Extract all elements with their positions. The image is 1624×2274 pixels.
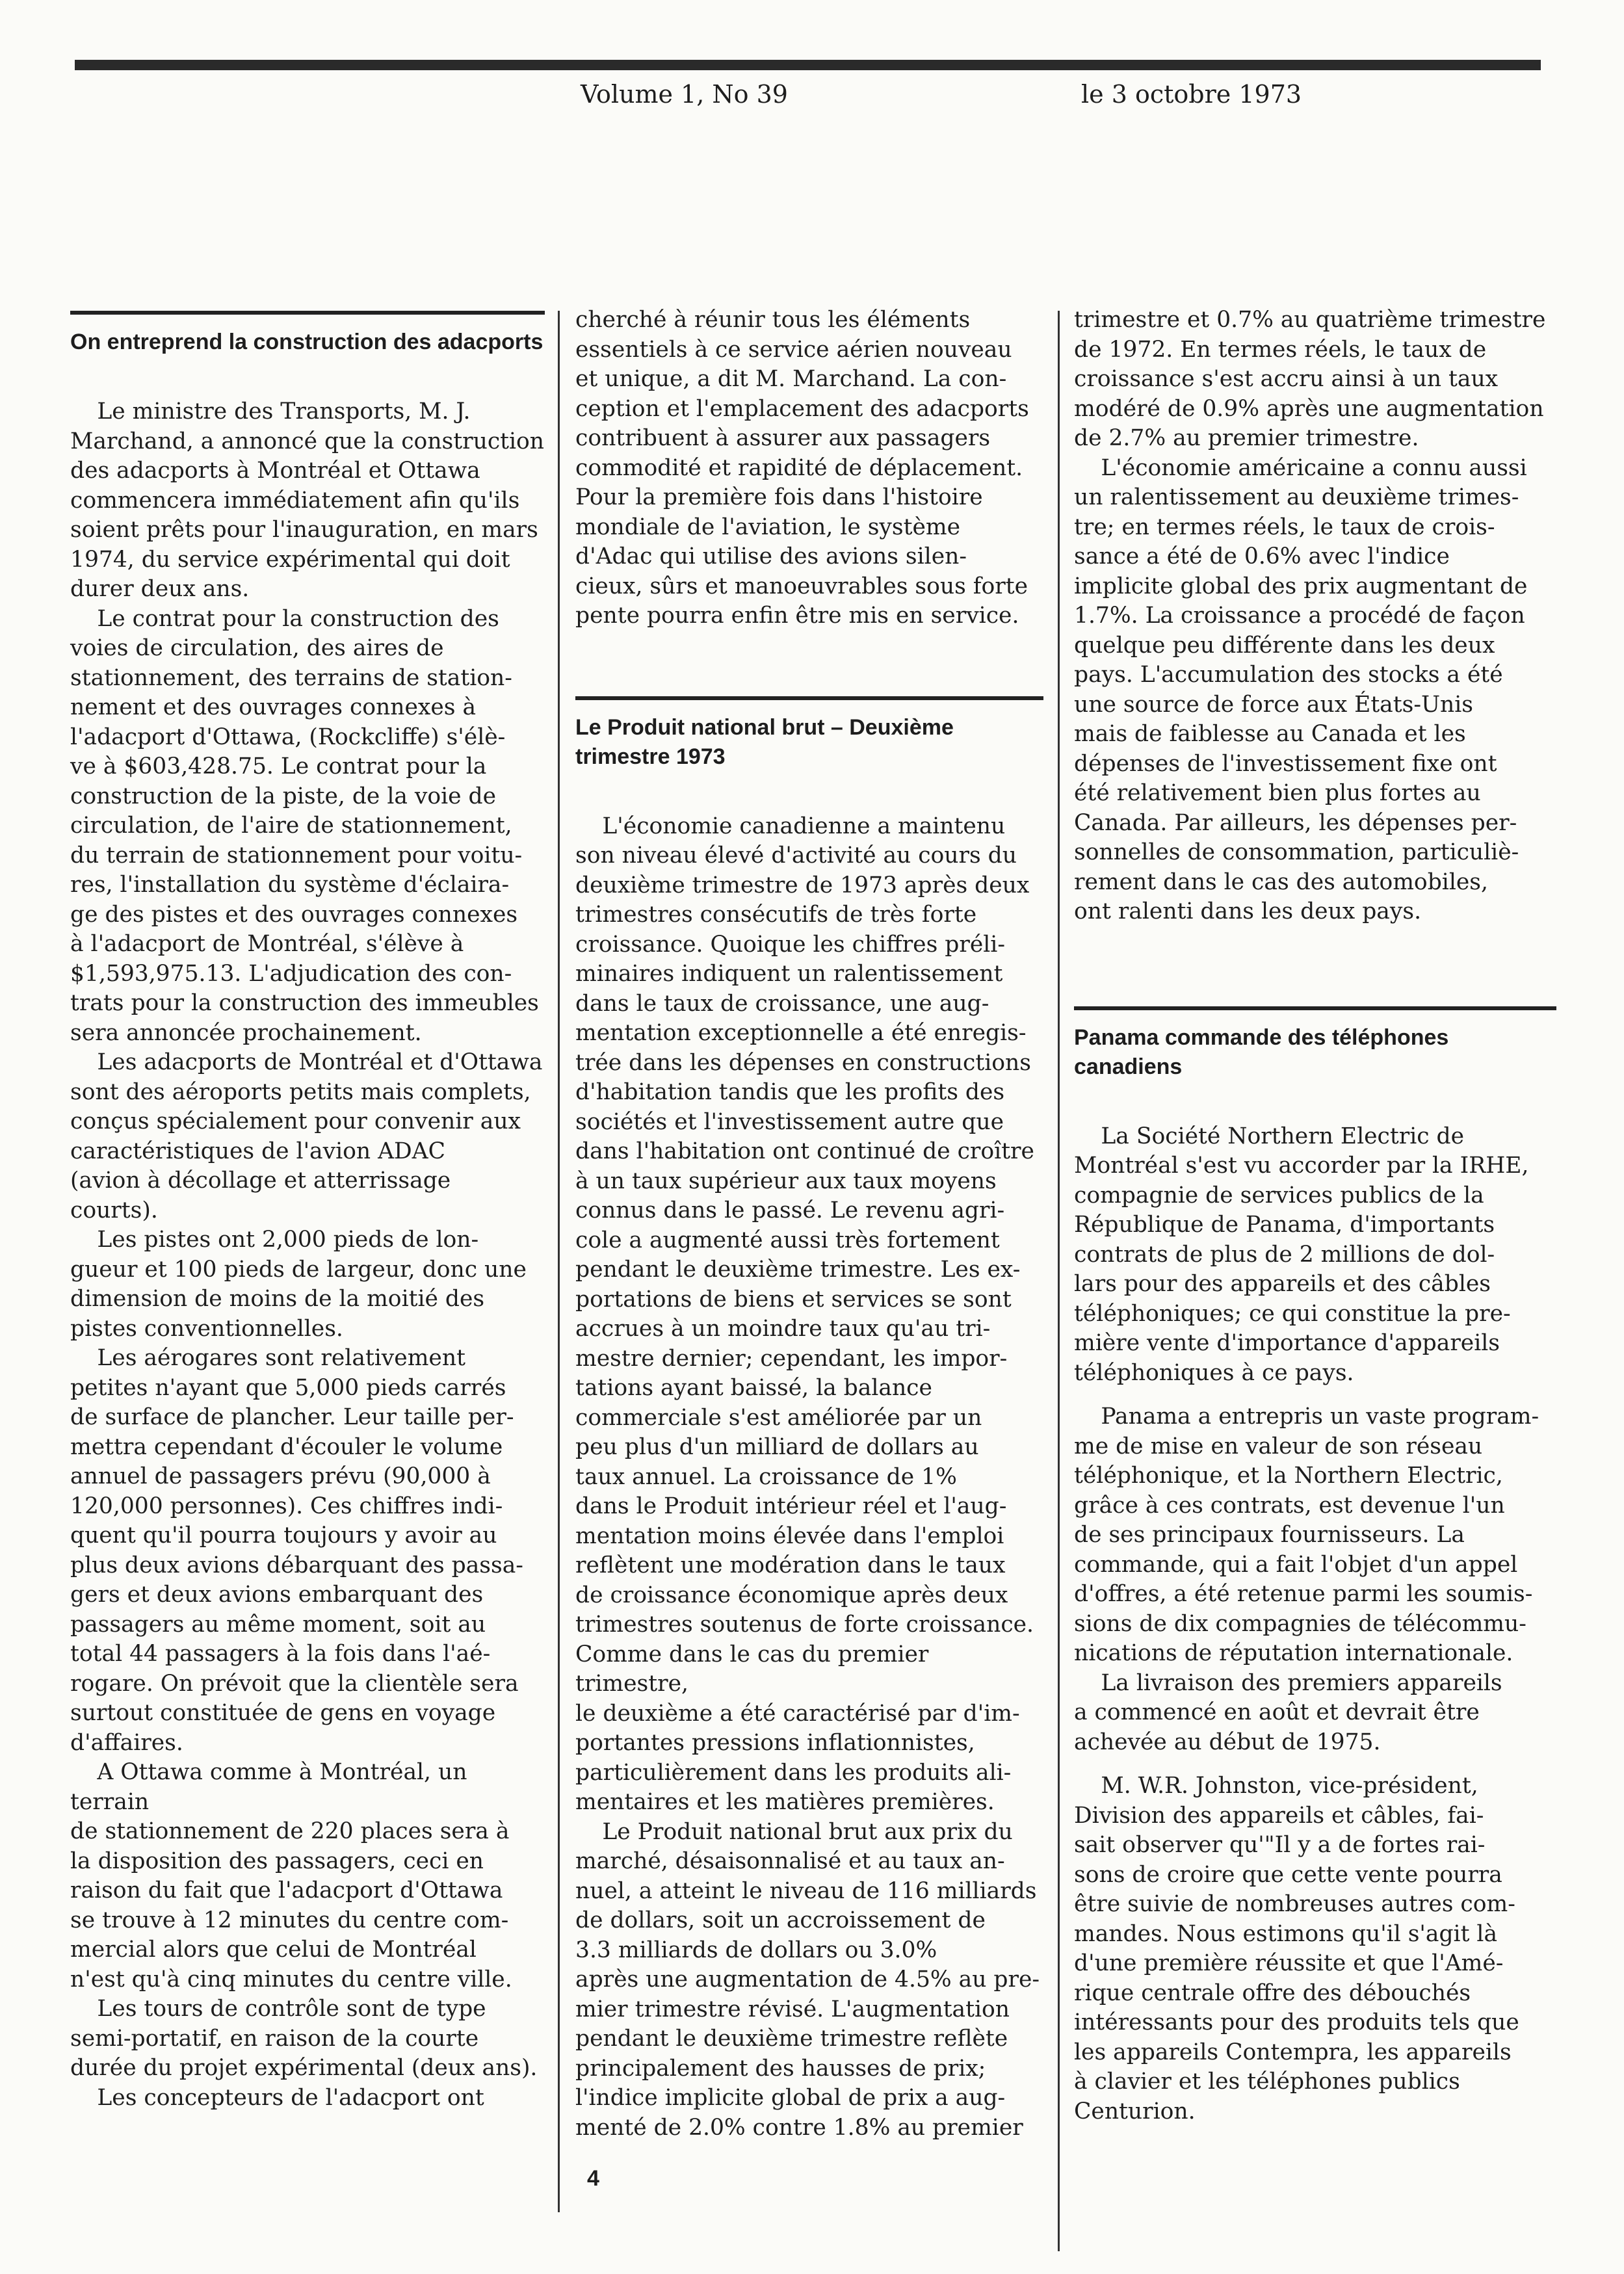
paragraph-continuation: cherché à réunir tous les éléments essentiels à ce service aérien nouveau et unique, a dit M. Marchand. La con- ception et l'emplacement des adacports contribuent à assurer aux passagers commodité et rapidité de déplacement. Pour la première fois dans l'histoire mondiale de l'aviation, le système d'Adac qui utilise des avions silen- cieux, sûrs et manoeuvrables sous forte pente pourra enfin être mis en service. [575,307,1029,629]
paragraph: La livraison des premiers appareils a commencé en août et devrait être achevée au début de 1975. [1074,1669,1502,1755]
article-title-panama: Panama commande des téléphones canadiens [1074,1025,1449,1079]
article-title-adacports: On entreprend la construction des adacports [70,330,544,354]
paragraph: A Ottawa comme à Montréal, un terrain de stationnement de 220 places sera à la disposition des passagers, ceci en raison du fait que l'adacport d'Ottawa se trouve à 12 minutes du centre com- mercial alors que celui de Montréal n'est qu'à cinq minutes du centre ville. [70,1759,512,1993]
paragraph: Les aérogares sont relativement petites n'ayant que 5,000 pieds carrés de surface de plancher. Leur taille per- mettra cependant d'écouler le volume annuel de passagers prévu (90,000 à 120,000 personnes). Ces chiffres indi- quent qu'il pourra toujours y avoir au plus deux avions débarquant des passa- gers et deux avions embarquant des passagers au même moment, soit au total 44 passagers à la fois dans l'aé- rogare. On prévoit que la clientèle sera surtout constituée de gens en voyage d'affaires. [70,1345,523,1756]
paragraph: Le ministre des Transports, M. J. Marchand, a annoncé que la construction des adacports à Montréal et Ottawa commencera immédiatement afin qu'ils soient prêts pour l'inauguration, en mars 1974, du service expérimental qui doit durer deux ans. [70,399,545,602]
volume-number: Volume 1, No 39 [581,80,788,109]
paragraph-continuation: trimestre et 0.7% au quatrième trimestre de 1972. En termes réels, le taux de croissance s'est accru ainsi à un taux modéré de 0.9% après une augmentation de 2.7% au premier trimestre. [1074,307,1546,451]
column-divider [1058,311,1060,2251]
top-rule [75,60,1541,70]
paragraph: L'économie canadienne a maintenu son niveau élevé d'activité au cours du deuxième trimestre de 1973 après deux trimestres consécutifs de très forte croissance. Quoique les chiffres préli- minaires indiquent un ralentissement dans le taux de croissance, une aug- mentation exceptionnelle a été enregis- trée dans les dépenses en constructions d'habitation tandis que les profits des sociétés et l'investissement autre que dans l'habitation ont continué de croître à un taux supérieur aux taux moyens connus dans le passé. Le revenu agri- cole a augmenté aussi très fortement pendant le deuxième trimestre. Les ex- portations de biens et services se sont accrues à un moindre taux qu'au tri- mestre dernier; cependant, les impor- tations ayant baissé, la balance commerciale s'est améliorée par un peu plus d'un milliard de dollars au taux annuel. La croissance de 1% dans le Produit intérieur réel et l'aug- mentation moins élevée dans l'emploi reflètent une modération dans le taux de croissance économique après deux trimestres soutenus de forte croissance. Comme dans le cas du premier trimestre, le deuxième a été caractérisé par d'im- portantes pressions inflationnistes, particulièrement dans les produits ali- mentaires et les matières premières. [575,813,1034,1815]
paragraph: Les tours de contrôle sont de type semi-portatif, en raison de la courte durée du projet expérimental (deux ans). [70,1996,538,2081]
article-title-pnb: Le Produit national brut – Deuxième trimestre 1973 [575,714,954,769]
column-3 [1074,306,1556,2126]
paragraph: Les adacports de Montréal et d'Ottawa sont des aéroports petits mais complets, conçus spécialement pour convenir aux caractéristiques de l'avion ADAC (avion à décollage et atterrissage courts). [70,1049,543,1223]
column-2 [575,306,1043,2143]
section-rule [70,311,545,315]
paragraph: Les concepteurs de l'adacport ont [97,2084,484,2111]
paragraph: Le contrat pour la construction des voies de circulation, des aires de stationnement, des terrains de station- nement et des ouvrages connexes à l'adacport d'Ottawa, (Rockcliffe) s'élè- ve à $603,428.75. Le contrat pour la construction de la piste, de la voie de circulation, de l'aire de stationnement, du terrain de stationnement pour voitu- res, l'installation du système d'éclaira- ge des pistes et des ouvrages connexes à l'adacport de Montréal, s'élève à $1,593,975.13. L'adjudication des con- trats pour la construction des immeubles sera annoncée prochainement. [70,605,539,1046]
paragraph: La Société Northern Electric de Montréal s'est vu accorder par la IRHE, compagnie de services publics de la République de Panama, d'importants contrats de plus de 2 millions de dol- lars pour des appareils et des câbles téléphoniques; ce qui constitue la pre- mière vente d'importance d'appareils téléphoniques à ce pays. [1074,1123,1529,1386]
section-rule [575,696,1043,700]
issue-date: le 3 octobre 1973 [1081,80,1302,109]
paragraph: Les pistes ont 2,000 pieds de lon- gueur et 100 pieds de largeur, donc une dimension de moins de la moitié des pistes conventionnelles. [70,1227,527,1342]
paragraph: L'économie américaine a connu aussi un ralentissement au deuxième trimes- tre; en termes réels, le taux de crois- sance a été de 0.6% avec l'indice implicite global des prix augmentant de 1.7%. La croissance a procédé de façon quelque peu différente dans les deux pays. L'accumulation des stocks a été une source de force aux États-Unis mais de faiblesse au Canada et les dépenses de l'investissement fixe ont été relativement bien plus fortes au Canada. Par ailleurs, les dépenses per- sonnelles de consommation, particuliè- rement dans le cas des automobiles, ont ralenti dans les deux pays. [1074,454,1528,924]
paragraph: Le Produit national brut aux prix du marché, désaisonnalisé et au taux an- nuel, a atteint le niveau de 116 milliards de dollars, soit un accroissement de 3.3 milliards de dollars ou 3.0% après une augmentation de 4.5% au pre- mier trimestre révisé. L'augmentation pendant le deuxième trimestre reflète principalement des hausses de prix; l'indice implicite global de prix a aug- menté de 2.0% contre 1.8% au premier [575,1818,1040,2141]
section-rule [1074,1006,1556,1010]
paragraph: Panama a entrepris un vaste program- me de mise en valeur de son réseau téléphonique, et la Northern Electric, grâce à ces contrats, est devenue l'un de ses principaux fournisseurs. La commande, qui a fait l'objet d'un appel d'offres, a été retenue parmi les soumis- sions de dix compagnies de télécommu- nications de réputation internationale. [1074,1404,1539,1666]
column-divider [558,311,560,2212]
paragraph: M. W.R. Johnston, vice-président, Division des appareils et câbles, fai- sait observer qu'"Il y a de fortes rai- sons de croire que cette vente pourra être suivie de nombreuses autres com- mandes. Nous estimons qu'il s'agit là d'une première réussite et que l'Amé- rique centrale offre des débouchés intéressants pour des produits tels que les appareils Contempra, les appareils à clavier et les téléphones publics Centurion. [1074,1773,1519,2124]
column-1 [70,311,545,2113]
page-number: 4 [587,2166,599,2191]
